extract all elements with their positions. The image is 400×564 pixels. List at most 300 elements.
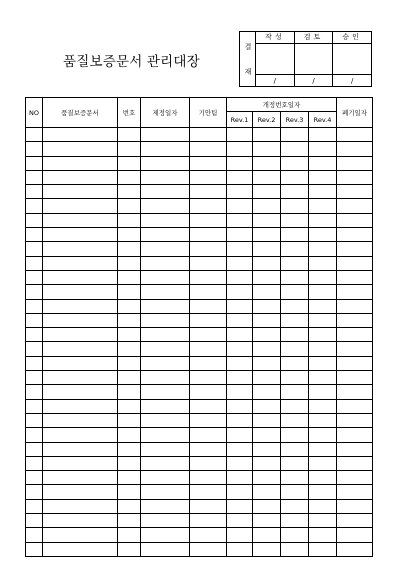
cell-abolish-date[interactable]	[337, 242, 373, 256]
cell-no[interactable]	[26, 328, 43, 342]
cell-document[interactable]	[43, 514, 118, 528]
cell-drafter[interactable]	[190, 128, 227, 142]
cell-rev3[interactable]	[281, 471, 309, 485]
cell-rev4[interactable]	[309, 142, 337, 156]
cell-enact-date[interactable]	[141, 185, 190, 199]
cell-rev2[interactable]	[253, 456, 281, 470]
cell-rev3[interactable]	[281, 528, 309, 542]
cell-rev2[interactable]	[253, 285, 281, 299]
cell-document[interactable]	[43, 413, 118, 427]
cell-rev4[interactable]	[309, 156, 337, 170]
cell-rev1[interactable]	[227, 199, 253, 213]
cell-rev4[interactable]	[309, 528, 337, 542]
cell-rev2[interactable]	[253, 371, 281, 385]
cell-rev4[interactable]	[309, 313, 337, 327]
cell-rev4[interactable]	[309, 485, 337, 499]
cell-drafter[interactable]	[190, 242, 227, 256]
cell-number[interactable]	[118, 156, 141, 170]
cell-rev3[interactable]	[281, 299, 309, 313]
cell-rev3[interactable]	[281, 142, 309, 156]
cell-drafter[interactable]	[190, 270, 227, 284]
cell-abolish-date[interactable]	[337, 528, 373, 542]
cell-enact-date[interactable]	[141, 385, 190, 399]
cell-no[interactable]	[26, 428, 43, 442]
cell-drafter[interactable]	[190, 285, 227, 299]
cell-rev1[interactable]	[227, 428, 253, 442]
cell-drafter[interactable]	[190, 413, 227, 427]
cell-rev3[interactable]	[281, 413, 309, 427]
cell-document[interactable]	[43, 299, 118, 313]
cell-number[interactable]	[118, 128, 141, 142]
cell-document[interactable]	[43, 471, 118, 485]
cell-drafter[interactable]	[190, 342, 227, 356]
cell-number[interactable]	[118, 356, 141, 370]
cell-document[interactable]	[43, 285, 118, 299]
cell-no[interactable]	[26, 485, 43, 499]
cell-drafter[interactable]	[190, 471, 227, 485]
cell-rev3[interactable]	[281, 156, 309, 170]
cell-document[interactable]	[43, 270, 118, 284]
cell-abolish-date[interactable]	[337, 385, 373, 399]
cell-rev2[interactable]	[253, 399, 281, 413]
cell-enact-date[interactable]	[141, 499, 190, 513]
cell-rev4[interactable]	[309, 128, 337, 142]
cell-rev1[interactable]	[227, 399, 253, 413]
cell-rev2[interactable]	[253, 313, 281, 327]
cell-drafter[interactable]	[190, 542, 227, 556]
cell-number[interactable]	[118, 371, 141, 385]
cell-abolish-date[interactable]	[337, 228, 373, 242]
cell-number[interactable]	[118, 299, 141, 313]
cell-enact-date[interactable]	[141, 428, 190, 442]
cell-abolish-date[interactable]	[337, 499, 373, 513]
cell-enact-date[interactable]	[141, 228, 190, 242]
cell-rev1[interactable]	[227, 442, 253, 456]
cell-enact-date[interactable]	[141, 270, 190, 284]
cell-no[interactable]	[26, 170, 43, 184]
cell-rev3[interactable]	[281, 442, 309, 456]
cell-abolish-date[interactable]	[337, 313, 373, 327]
cell-rev1[interactable]	[227, 328, 253, 342]
cell-no[interactable]	[26, 313, 43, 327]
cell-number[interactable]	[118, 342, 141, 356]
cell-no[interactable]	[26, 213, 43, 227]
cell-rev3[interactable]	[281, 170, 309, 184]
cell-rev4[interactable]	[309, 213, 337, 227]
cell-drafter[interactable]	[190, 485, 227, 499]
cell-enact-date[interactable]	[141, 528, 190, 542]
signature-field-review[interactable]	[295, 44, 333, 75]
cell-document[interactable]	[43, 142, 118, 156]
cell-enact-date[interactable]	[141, 342, 190, 356]
cell-document[interactable]	[43, 228, 118, 242]
cell-abolish-date[interactable]	[337, 356, 373, 370]
cell-rev2[interactable]	[253, 199, 281, 213]
cell-rev4[interactable]	[309, 328, 337, 342]
cell-rev2[interactable]	[253, 356, 281, 370]
cell-drafter[interactable]	[190, 371, 227, 385]
cell-document[interactable]	[43, 342, 118, 356]
cell-rev1[interactable]	[227, 156, 253, 170]
cell-abolish-date[interactable]	[337, 542, 373, 556]
cell-enact-date[interactable]	[141, 328, 190, 342]
cell-number[interactable]	[118, 399, 141, 413]
cell-no[interactable]	[26, 156, 43, 170]
cell-rev4[interactable]	[309, 385, 337, 399]
cell-enact-date[interactable]	[141, 242, 190, 256]
cell-rev1[interactable]	[227, 471, 253, 485]
cell-number[interactable]	[118, 228, 141, 242]
cell-abolish-date[interactable]	[337, 142, 373, 156]
cell-document[interactable]	[43, 485, 118, 499]
cell-rev2[interactable]	[253, 256, 281, 270]
cell-rev4[interactable]	[309, 471, 337, 485]
cell-no[interactable]	[26, 456, 43, 470]
cell-abolish-date[interactable]	[337, 170, 373, 184]
cell-rev4[interactable]	[309, 499, 337, 513]
cell-rev4[interactable]	[309, 170, 337, 184]
cell-rev4[interactable]	[309, 456, 337, 470]
cell-rev2[interactable]	[253, 471, 281, 485]
cell-enact-date[interactable]	[141, 456, 190, 470]
cell-rev2[interactable]	[253, 299, 281, 313]
cell-number[interactable]	[118, 528, 141, 542]
cell-rev4[interactable]	[309, 514, 337, 528]
cell-number[interactable]	[118, 328, 141, 342]
cell-document[interactable]	[43, 385, 118, 399]
cell-rev3[interactable]	[281, 385, 309, 399]
cell-enact-date[interactable]	[141, 471, 190, 485]
cell-rev4[interactable]	[309, 256, 337, 270]
cell-drafter[interactable]	[190, 256, 227, 270]
cell-enact-date[interactable]	[141, 542, 190, 556]
cell-document[interactable]	[43, 256, 118, 270]
cell-rev3[interactable]	[281, 328, 309, 342]
cell-drafter[interactable]	[190, 356, 227, 370]
cell-number[interactable]	[118, 170, 141, 184]
cell-rev4[interactable]	[309, 299, 337, 313]
cell-abolish-date[interactable]	[337, 442, 373, 456]
cell-drafter[interactable]	[190, 499, 227, 513]
cell-abolish-date[interactable]	[337, 428, 373, 442]
cell-rev1[interactable]	[227, 270, 253, 284]
cell-abolish-date[interactable]	[337, 299, 373, 313]
cell-drafter[interactable]	[190, 142, 227, 156]
cell-number[interactable]	[118, 199, 141, 213]
cell-rev1[interactable]	[227, 342, 253, 356]
cell-rev3[interactable]	[281, 485, 309, 499]
cell-rev2[interactable]	[253, 442, 281, 456]
cell-rev2[interactable]	[253, 385, 281, 399]
cell-rev1[interactable]	[227, 285, 253, 299]
cell-rev3[interactable]	[281, 356, 309, 370]
cell-rev3[interactable]	[281, 199, 309, 213]
cell-document[interactable]	[43, 371, 118, 385]
cell-rev2[interactable]	[253, 185, 281, 199]
cell-drafter[interactable]	[190, 328, 227, 342]
cell-no[interactable]	[26, 399, 43, 413]
cell-rev2[interactable]	[253, 542, 281, 556]
cell-enact-date[interactable]	[141, 142, 190, 156]
cell-no[interactable]	[26, 185, 43, 199]
cell-enact-date[interactable]	[141, 128, 190, 142]
cell-rev1[interactable]	[227, 385, 253, 399]
signature-field-approve[interactable]	[333, 44, 371, 75]
cell-document[interactable]	[43, 542, 118, 556]
cell-drafter[interactable]	[190, 385, 227, 399]
cell-no[interactable]	[26, 228, 43, 242]
cell-abolish-date[interactable]	[337, 199, 373, 213]
cell-number[interactable]	[118, 428, 141, 442]
cell-rev2[interactable]	[253, 485, 281, 499]
cell-number[interactable]	[118, 185, 141, 199]
cell-rev1[interactable]	[227, 128, 253, 142]
cell-document[interactable]	[43, 456, 118, 470]
cell-rev2[interactable]	[253, 428, 281, 442]
cell-enact-date[interactable]	[141, 371, 190, 385]
cell-no[interactable]	[26, 128, 43, 142]
cell-abolish-date[interactable]	[337, 285, 373, 299]
cell-rev1[interactable]	[227, 185, 253, 199]
cell-document[interactable]	[43, 356, 118, 370]
cell-number[interactable]	[118, 413, 141, 427]
cell-abolish-date[interactable]	[337, 328, 373, 342]
cell-rev4[interactable]	[309, 413, 337, 427]
cell-drafter[interactable]	[190, 456, 227, 470]
cell-drafter[interactable]	[190, 313, 227, 327]
cell-abolish-date[interactable]	[337, 342, 373, 356]
cell-rev1[interactable]	[227, 542, 253, 556]
cell-abolish-date[interactable]	[337, 456, 373, 470]
cell-enact-date[interactable]	[141, 299, 190, 313]
cell-enact-date[interactable]	[141, 413, 190, 427]
cell-document[interactable]	[43, 213, 118, 227]
cell-rev2[interactable]	[253, 514, 281, 528]
cell-number[interactable]	[118, 499, 141, 513]
cell-enact-date[interactable]	[141, 199, 190, 213]
cell-rev1[interactable]	[227, 256, 253, 270]
cell-rev3[interactable]	[281, 499, 309, 513]
cell-document[interactable]	[43, 328, 118, 342]
cell-number[interactable]	[118, 213, 141, 227]
cell-rev3[interactable]	[281, 371, 309, 385]
cell-number[interactable]	[118, 242, 141, 256]
cell-rev2[interactable]	[253, 170, 281, 184]
cell-enact-date[interactable]	[141, 256, 190, 270]
cell-no[interactable]	[26, 299, 43, 313]
cell-abolish-date[interactable]	[337, 213, 373, 227]
cell-rev1[interactable]	[227, 142, 253, 156]
cell-drafter[interactable]	[190, 228, 227, 242]
cell-document[interactable]	[43, 199, 118, 213]
cell-number[interactable]	[118, 313, 141, 327]
cell-rev2[interactable]	[253, 242, 281, 256]
cell-rev2[interactable]	[253, 413, 281, 427]
cell-no[interactable]	[26, 542, 43, 556]
cell-rev2[interactable]	[253, 228, 281, 242]
cell-rev1[interactable]	[227, 299, 253, 313]
cell-abolish-date[interactable]	[337, 485, 373, 499]
signature-field-author[interactable]	[256, 44, 294, 75]
cell-rev3[interactable]	[281, 228, 309, 242]
cell-rev1[interactable]	[227, 514, 253, 528]
cell-drafter[interactable]	[190, 199, 227, 213]
cell-no[interactable]	[26, 413, 43, 427]
cell-number[interactable]	[118, 471, 141, 485]
cell-no[interactable]	[26, 285, 43, 299]
cell-enact-date[interactable]	[141, 213, 190, 227]
cell-drafter[interactable]	[190, 442, 227, 456]
cell-rev4[interactable]	[309, 242, 337, 256]
cell-rev1[interactable]	[227, 242, 253, 256]
cell-rev1[interactable]	[227, 499, 253, 513]
cell-rev2[interactable]	[253, 142, 281, 156]
cell-rev1[interactable]	[227, 485, 253, 499]
cell-enact-date[interactable]	[141, 170, 190, 184]
cell-number[interactable]	[118, 270, 141, 284]
cell-number[interactable]	[118, 542, 141, 556]
cell-abolish-date[interactable]	[337, 399, 373, 413]
cell-no[interactable]	[26, 270, 43, 284]
cell-no[interactable]	[26, 242, 43, 256]
cell-rev1[interactable]	[227, 413, 253, 427]
cell-document[interactable]	[43, 442, 118, 456]
cell-rev4[interactable]	[309, 542, 337, 556]
cell-rev2[interactable]	[253, 528, 281, 542]
cell-drafter[interactable]	[190, 514, 227, 528]
cell-document[interactable]	[43, 170, 118, 184]
cell-rev3[interactable]	[281, 542, 309, 556]
cell-number[interactable]	[118, 456, 141, 470]
cell-rev3[interactable]	[281, 313, 309, 327]
cell-drafter[interactable]	[190, 156, 227, 170]
cell-rev3[interactable]	[281, 213, 309, 227]
cell-rev2[interactable]	[253, 156, 281, 170]
cell-no[interactable]	[26, 356, 43, 370]
cell-rev4[interactable]	[309, 285, 337, 299]
cell-document[interactable]	[43, 399, 118, 413]
cell-number[interactable]	[118, 442, 141, 456]
cell-rev4[interactable]	[309, 228, 337, 242]
cell-drafter[interactable]	[190, 299, 227, 313]
cell-rev4[interactable]	[309, 199, 337, 213]
cell-document[interactable]	[43, 185, 118, 199]
cell-rev3[interactable]	[281, 514, 309, 528]
cell-document[interactable]	[43, 156, 118, 170]
cell-document[interactable]	[43, 499, 118, 513]
cell-enact-date[interactable]	[141, 399, 190, 413]
cell-enact-date[interactable]	[141, 313, 190, 327]
cell-rev1[interactable]	[227, 213, 253, 227]
cell-abolish-date[interactable]	[337, 185, 373, 199]
cell-drafter[interactable]	[190, 170, 227, 184]
cell-rev2[interactable]	[253, 499, 281, 513]
cell-rev4[interactable]	[309, 185, 337, 199]
cell-rev3[interactable]	[281, 185, 309, 199]
cell-rev3[interactable]	[281, 399, 309, 413]
cell-rev4[interactable]	[309, 371, 337, 385]
cell-rev1[interactable]	[227, 371, 253, 385]
cell-abolish-date[interactable]	[337, 514, 373, 528]
cell-no[interactable]	[26, 385, 43, 399]
cell-enact-date[interactable]	[141, 514, 190, 528]
cell-rev1[interactable]	[227, 313, 253, 327]
cell-no[interactable]	[26, 142, 43, 156]
cell-rev3[interactable]	[281, 342, 309, 356]
cell-enact-date[interactable]	[141, 356, 190, 370]
cell-drafter[interactable]	[190, 185, 227, 199]
cell-drafter[interactable]	[190, 528, 227, 542]
cell-no[interactable]	[26, 442, 43, 456]
cell-abolish-date[interactable]	[337, 371, 373, 385]
cell-rev1[interactable]	[227, 228, 253, 242]
cell-rev2[interactable]	[253, 328, 281, 342]
cell-rev2[interactable]	[253, 213, 281, 227]
cell-rev2[interactable]	[253, 342, 281, 356]
cell-drafter[interactable]	[190, 213, 227, 227]
cell-rev3[interactable]	[281, 456, 309, 470]
cell-rev1[interactable]	[227, 528, 253, 542]
cell-document[interactable]	[43, 128, 118, 142]
cell-rev1[interactable]	[227, 456, 253, 470]
cell-no[interactable]	[26, 256, 43, 270]
cell-abolish-date[interactable]	[337, 413, 373, 427]
cell-rev4[interactable]	[309, 442, 337, 456]
cell-no[interactable]	[26, 371, 43, 385]
cell-rev1[interactable]	[227, 170, 253, 184]
cell-no[interactable]	[26, 499, 43, 513]
cell-rev4[interactable]	[309, 399, 337, 413]
cell-abolish-date[interactable]	[337, 128, 373, 142]
cell-rev4[interactable]	[309, 356, 337, 370]
cell-rev2[interactable]	[253, 270, 281, 284]
cell-drafter[interactable]	[190, 428, 227, 442]
cell-abolish-date[interactable]	[337, 256, 373, 270]
cell-enact-date[interactable]	[141, 285, 190, 299]
cell-rev3[interactable]	[281, 242, 309, 256]
cell-document[interactable]	[43, 313, 118, 327]
cell-rev3[interactable]	[281, 128, 309, 142]
cell-rev4[interactable]	[309, 428, 337, 442]
cell-rev3[interactable]	[281, 270, 309, 284]
cell-no[interactable]	[26, 528, 43, 542]
cell-number[interactable]	[118, 256, 141, 270]
cell-document[interactable]	[43, 242, 118, 256]
cell-no[interactable]	[26, 342, 43, 356]
cell-number[interactable]	[118, 285, 141, 299]
cell-drafter[interactable]	[190, 399, 227, 413]
cell-no[interactable]	[26, 514, 43, 528]
cell-number[interactable]	[118, 142, 141, 156]
cell-enact-date[interactable]	[141, 442, 190, 456]
cell-enact-date[interactable]	[141, 485, 190, 499]
cell-number[interactable]	[118, 485, 141, 499]
cell-rev1[interactable]	[227, 356, 253, 370]
cell-abolish-date[interactable]	[337, 471, 373, 485]
cell-rev2[interactable]	[253, 128, 281, 142]
cell-no[interactable]	[26, 471, 43, 485]
cell-document[interactable]	[43, 428, 118, 442]
cell-no[interactable]	[26, 199, 43, 213]
cell-rev4[interactable]	[309, 342, 337, 356]
cell-enact-date[interactable]	[141, 156, 190, 170]
cell-number[interactable]	[118, 385, 141, 399]
cell-number[interactable]	[118, 514, 141, 528]
cell-abolish-date[interactable]	[337, 156, 373, 170]
cell-rev4[interactable]	[309, 270, 337, 284]
cell-rev3[interactable]	[281, 285, 309, 299]
cell-rev3[interactable]	[281, 256, 309, 270]
